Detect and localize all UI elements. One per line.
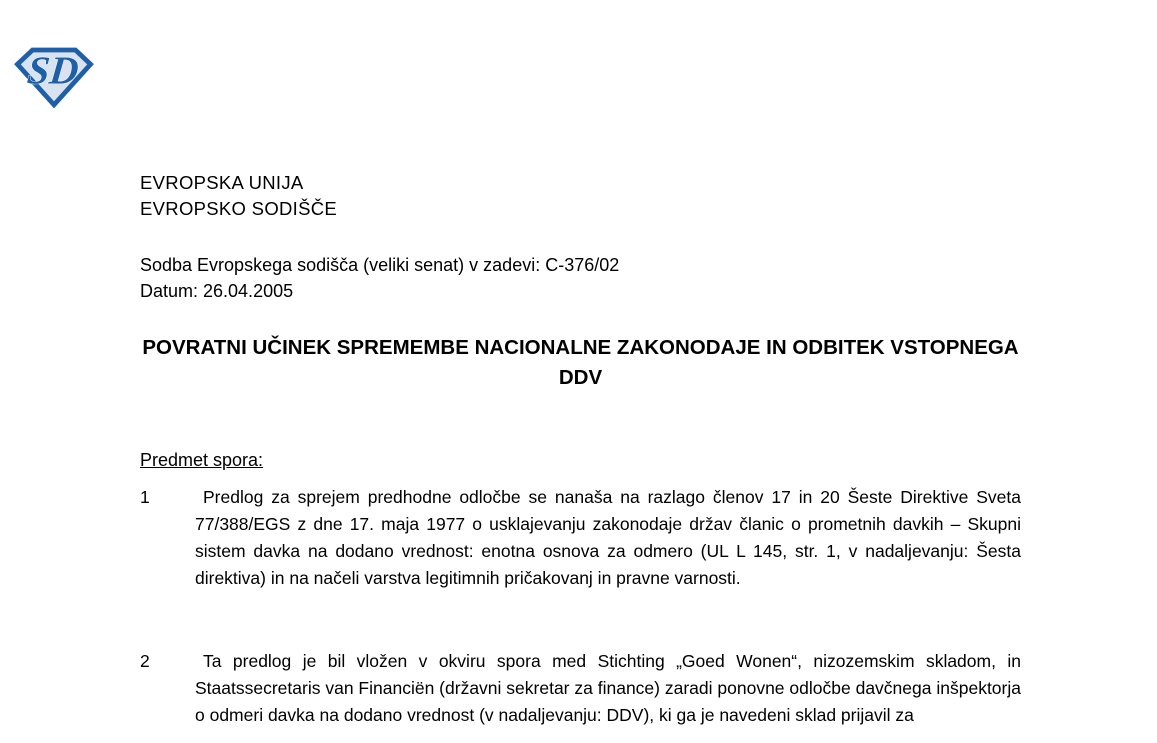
sd-diamond-icon bbox=[14, 46, 94, 108]
paragraph-2 bbox=[140, 648, 1021, 729]
date-line: Datum: 26.04.2005 bbox=[140, 281, 294, 301]
org-line-1: EVROPSKA UNIJA bbox=[140, 172, 304, 193]
organization-block bbox=[140, 170, 337, 222]
paragraph-1 bbox=[140, 484, 1021, 592]
org-line-2: EVROPSKO SODIŠČE bbox=[140, 198, 338, 219]
case-reference: Sodba Evropskega sodišča (veliki senat) v zadevi: C-376/02 bbox=[140, 255, 620, 275]
section-heading-row bbox=[140, 447, 263, 473]
svg-text:SD: SD bbox=[25, 47, 81, 93]
paragraph-number: 2 bbox=[140, 651, 150, 671]
paragraph-text: Ta predlog je bil vložen v okviru spora med Stichting „Goed Wonen“, nizozemskim skladom, in Staatssecretaris van Financiën (državni sekretar za finance) zaradi ponovne odločbe davčnega inšpektorja o odmeri davka na dodano vrednost (v nadaljevanju: DDV), ki ga je navedeni sklad prijavil za bbox=[195, 651, 1021, 725]
paragraph-text: Predlog za sprejem predhodne odločbe se nanaša na razlago členov 17 in 20 Šeste Direktive Sveta 77/388/EGS z dne 17. maja 1977 o usklajevanju zakonodaje držav članic o prometnih davkih – Skupni sistem davka na dodano vrednost: enotna osnova za odmero (UL L 145, str. 1, v nadaljevanju: Šesta direktiva) in na načeli varstva legitimnih pričakovanj in pravne varnosti. bbox=[195, 487, 1021, 588]
sd-logo bbox=[14, 46, 94, 108]
document-title: POVRATNI UČINEK SPREMEMBE NACIONALNE ZAKONODAJE IN ODBITEK VSTOPNEGA DDV bbox=[142, 336, 1019, 389]
section-heading: Predmet spora: bbox=[140, 450, 264, 470]
paragraph-number: 1 bbox=[140, 487, 150, 507]
case-block bbox=[140, 252, 619, 304]
